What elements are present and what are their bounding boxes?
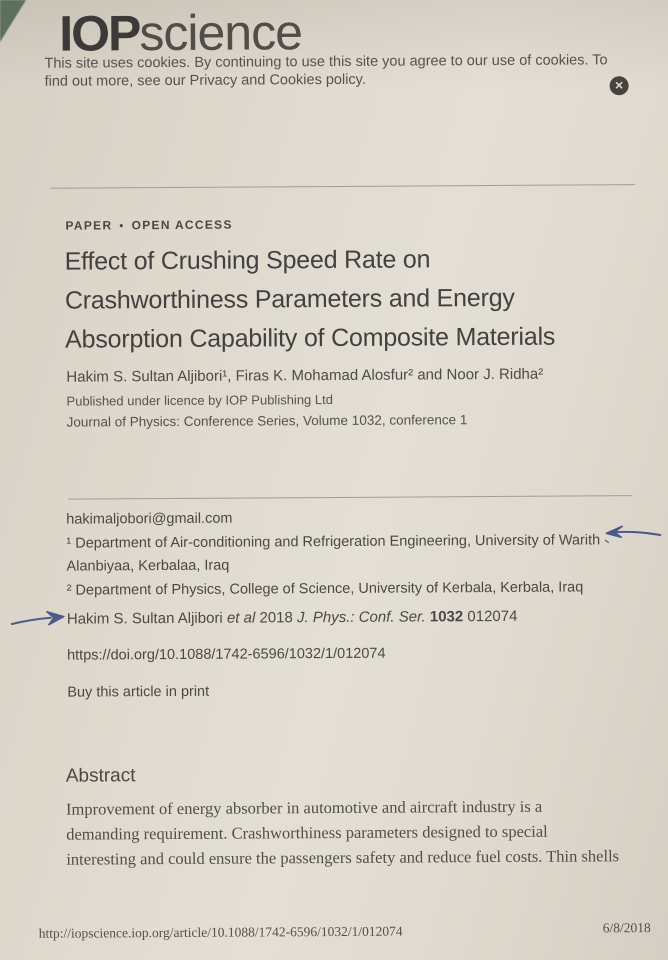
paper-type-row	[65, 218, 232, 233]
iopscience-logo[interactable]	[59, 4, 302, 61]
citation-authors: Hakim S. Sultan Aljibori	[66, 609, 227, 628]
buy-article-link[interactable]: Buy this article in print	[67, 683, 210, 701]
paper-type-label: PAPER	[65, 218, 113, 233]
article-title	[65, 240, 556, 360]
abstract-text	[66, 793, 619, 871]
citation-article-number: 012074	[463, 607, 518, 626]
abstract-heading: Abstract	[65, 765, 136, 787]
affiliation-1-line-2: Alanbiyaa, Kerbalaa, Iraq	[66, 557, 230, 575]
title-line-3: Absorption Capability of Composite Materials	[65, 322, 556, 354]
bullet-separator: •	[119, 220, 125, 233]
licence-line: Published under licence by IOP Publishing Ltd	[66, 392, 333, 409]
citation-journal: J. Phys.: Conf. Ser.	[296, 608, 430, 627]
cookie-banner-line-1: This site uses cookies. By continuing to use this site you agree to our use of cookies. To	[44, 52, 608, 72]
cookie-close-button[interactable]	[610, 76, 629, 95]
pen-arrow-right-icon	[9, 606, 67, 634]
title-line-1: Effect of Crushing Speed Rate on	[64, 245, 431, 276]
abstract-line-2: demanding requirement. Crashworthiness parameters designed to special	[66, 821, 548, 844]
top-divider	[50, 184, 635, 189]
logo-iop-text: IOP	[59, 5, 140, 62]
abstract-line-1: Improvement of energy absorber in automotive and aircraft industry is a	[65, 796, 543, 819]
doi-link[interactable]: https://doi.org/10.1088/1742-6596/1032/1/012074	[67, 645, 386, 664]
footer-date: 6/8/2018	[602, 920, 651, 936]
citation-line	[67, 608, 518, 628]
close-icon: ✕	[614, 80, 624, 93]
affiliation-1	[66, 529, 600, 577]
affiliation-2: ² Department of Physics, College of Science, University of Kerbala, Kerbala, Iraq	[66, 579, 584, 599]
journal-reference: Journal of Physics: Conference Series, Volume 1032, conference 1	[66, 412, 468, 430]
cookie-banner-line-2: find out more, see our Privacy and Cookies policy.	[44, 71, 366, 90]
citation-year: 2018	[255, 609, 298, 627]
footer-url: http://iopscience.iop.org/article/10.1088/1742-6596/1032/1/012074	[38, 923, 403, 941]
open-access-label: OPEN ACCESS	[131, 217, 233, 233]
abstract-line-3: interesting and could ensure the passengers safety and reduce fuel costs. Thin shells	[66, 846, 620, 869]
logo-science-text: science	[139, 4, 303, 62]
affiliation-1-line-1: ¹ Department of Air-conditioning and Refrigeration Engineering, University of Warith	[66, 532, 601, 552]
email-link[interactable]: hakimaljobori@gmail.com	[66, 510, 233, 528]
citation-etal: et al	[226, 609, 256, 627]
pen-arrow-left-icon	[596, 520, 664, 548]
authors-line: Hakim S. Sultan Aljibori¹, Firas K. Mohamad Alosfur² and Noor J. Ridha²	[66, 365, 544, 386]
citation-volume: 1032	[429, 608, 464, 626]
title-line-2: Crashworthiness Parameters and Energy	[64, 283, 515, 315]
section-divider	[68, 495, 632, 499]
